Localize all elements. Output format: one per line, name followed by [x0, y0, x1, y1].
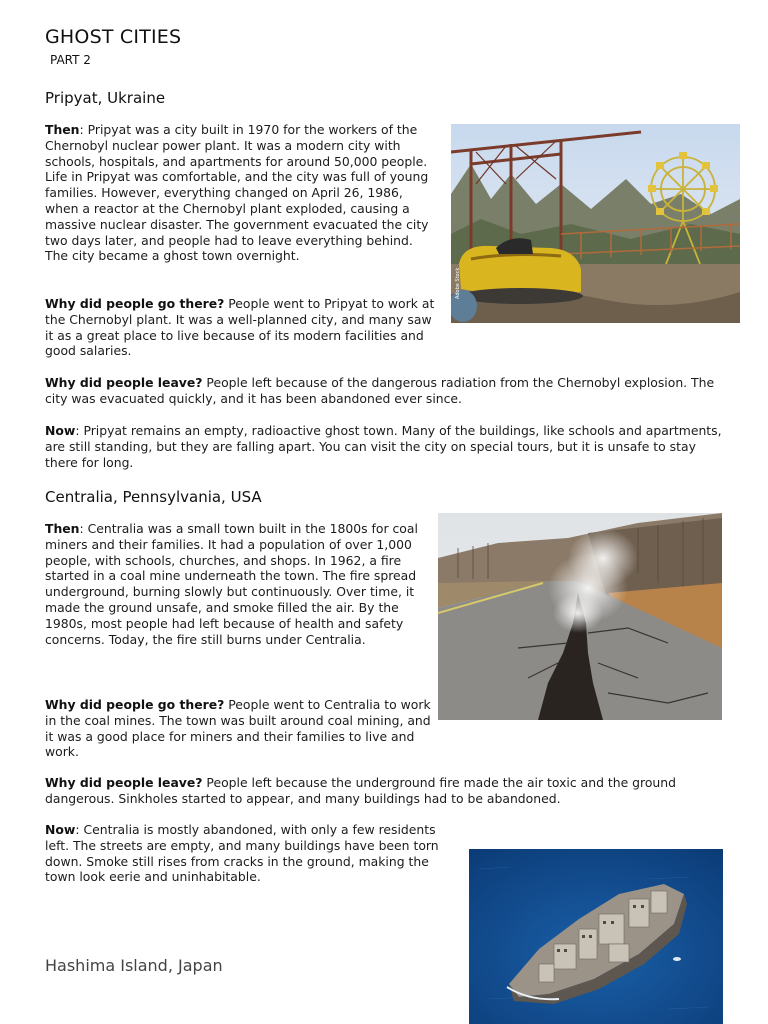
pripyat-now-paragraph [45, 423, 725, 470]
centralia-why-leave-paragraph [45, 775, 725, 807]
pripyat-now-text: : Pripyat remains an empty, radioactive ghost town. Many of the buildings, like schools and apartments, are still standing, but they are falling apart. You can visit the city on special tours, but it is unsafe to stay there for long. [45, 423, 722, 470]
why-leave-label: Why did people leave? [45, 775, 203, 790]
pripyat-why-leave-text: People left because of the dangerous radiation from the Chernobyl explosion. The city was evacuated quickly, and it has been abandoned ever since. [45, 375, 715, 406]
document-title: GHOST CITIES [45, 26, 182, 48]
hashima-island-photo [469, 849, 723, 1024]
section-heading-centralia: Centralia, Pennsylvania, USA [45, 488, 262, 506]
centralia-why-go-text: People went to Centralia to work in the coal mines. The town was built around coal mining, and it was a good place for miners and their families to live and work. [45, 697, 431, 760]
pripyat-why-go-paragraph [45, 296, 437, 359]
centralia-then-paragraph [45, 521, 431, 647]
now-label: Now [45, 423, 76, 438]
why-go-label: Why did people go there? [45, 697, 225, 712]
document-subtitle: PART 2 [50, 53, 91, 67]
then-label: Then [45, 521, 80, 536]
centralia-now-paragraph [45, 822, 460, 885]
now-label: Now [45, 822, 76, 837]
section-heading-hashima: Hashima Island, Japan [45, 956, 223, 975]
section-heading-pripyat: Pripyat, Ukraine [45, 89, 166, 107]
pripyat-why-leave-paragraph [45, 375, 720, 407]
centralia-now-text: : Centralia is mostly abandoned, with only a few residents left. The streets are empty, and many buildings have been torn down. Smoke still rises from cracks in the ground, making the town look eerie and uninhabitable. [45, 822, 439, 885]
pripyat-then-text: : Pripyat was a city built in 1970 for the workers of the Chernobyl nuclear power plant. It was a modern city with schools, hospitals, and apartments for around 50,000 people. Life in Pripyat was comfortable, and the city was full of young families. However, everything changed on April 26, 1986, when a reactor at the Chernobyl plant exploded, causing a massive nuclear disaster. The government evacuated the city two days later, and people had to leave everything behind. The city became a ghost town overnight. [45, 122, 429, 264]
photo-watermark: Adobe Stock [455, 267, 461, 299]
centralia-why-go-paragraph [45, 697, 431, 760]
then-label: Then [45, 122, 80, 137]
why-go-label: Why did people go there? [45, 296, 225, 311]
pripyat-amusement-park-photo [451, 124, 740, 323]
centralia-why-leave-text: People left because the underground fire made the air toxic and the ground dangerous. Sinkholes started to appear, and many buildings had to be abandoned. [45, 775, 676, 806]
centralia-then-text: : Centralia was a small town built in the 1800s for coal miners and their families. It had a population of over 1,000 people, with schools, churches, and shops. In 1962, a fire started in a coal mine underneath the town. The fire spread underground, burning slowly but continuously. Over time, it made the ground unsafe, and smoke filled the air. By the 1980s, most people had left because of health and safety concerns. Today, the fire still burns under Centralia. [45, 521, 418, 647]
why-leave-label: Why did people leave? [45, 375, 203, 390]
centralia-cracked-road-photo [438, 513, 722, 720]
pripyat-then-paragraph [45, 122, 437, 264]
pripyat-why-go-text: People went to Pripyat to work at the Chernobyl plant. It was a well-planned city, and many saw it as a great place to live because of its modern facilities and good salaries. [45, 296, 435, 359]
